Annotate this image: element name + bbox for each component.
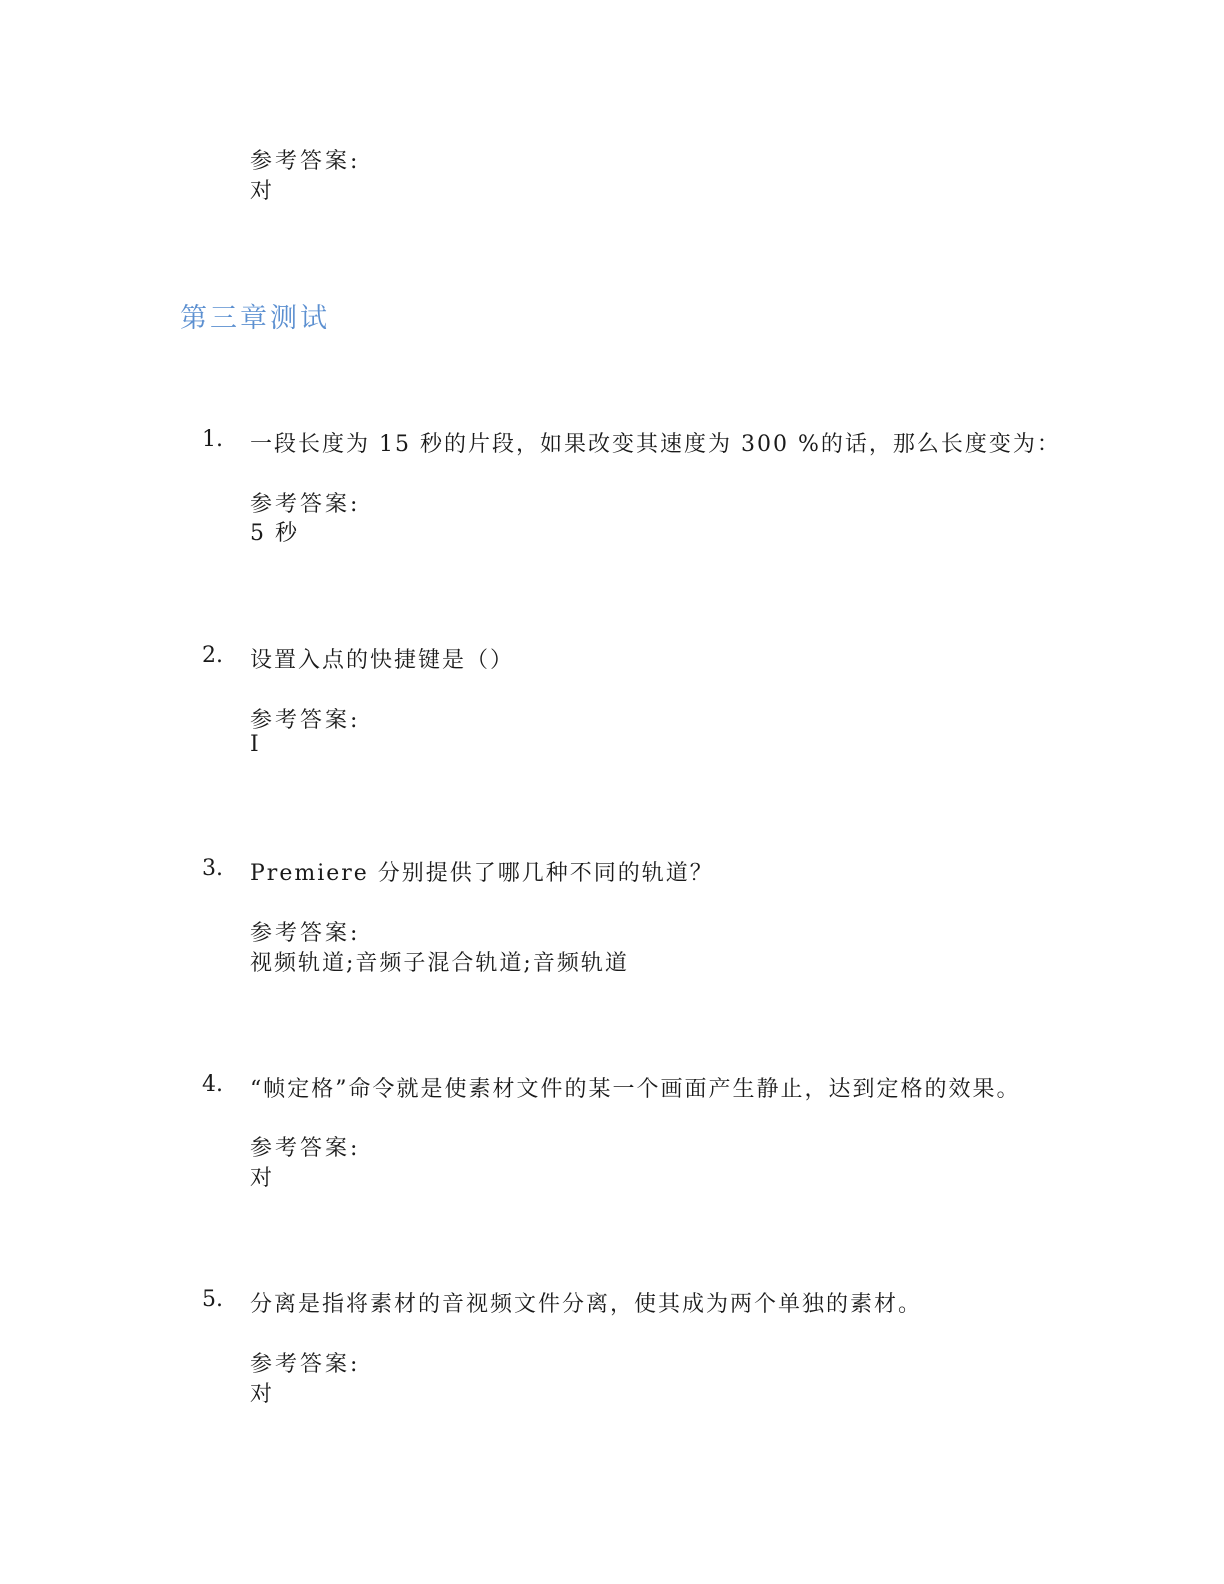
question-text: 一段长度为 15 秒的片段，如果改变其速度为 300 %的话，那么长度变为： [250, 432, 1061, 457]
answer-label: 参考答案: [250, 1352, 361, 1377]
question-number: 2. [202, 643, 223, 668]
answer-label: 参考答案: [250, 1136, 361, 1161]
answer-label: 参考答案: [250, 492, 361, 517]
answer-label: 参考答案: [250, 708, 361, 733]
answer-value: 对 [250, 1382, 275, 1407]
question-text: 设置入点的快捷键是（） [250, 648, 515, 673]
question-number: 3. [202, 856, 223, 881]
question-number: 4. [202, 1072, 223, 1097]
question-number: 5. [202, 1287, 223, 1312]
answer-value: 5 秒 [250, 521, 299, 546]
section-title: 第三章测试 [180, 303, 330, 334]
previous-answer-value: 对 [250, 179, 275, 204]
previous-answer-label: 参考答案: [250, 149, 361, 174]
answer-value: 视频轨道;音频子混合轨道;音频轨道 [250, 951, 629, 976]
answer-value: 对 [250, 1166, 275, 1191]
question-text: “帧定格”命令就是使素材文件的某一个画面产生静止，达到定格的效果。 [250, 1077, 1021, 1102]
question-text: 分离是指将素材的音视频文件分离，使其成为两个单独的素材。 [250, 1292, 923, 1317]
question-text: Premiere 分别提供了哪几种不同的轨道？ [250, 861, 714, 886]
answer-value: I [250, 732, 261, 757]
answer-label: 参考答案: [250, 921, 361, 946]
question-number: 1. [202, 427, 223, 452]
